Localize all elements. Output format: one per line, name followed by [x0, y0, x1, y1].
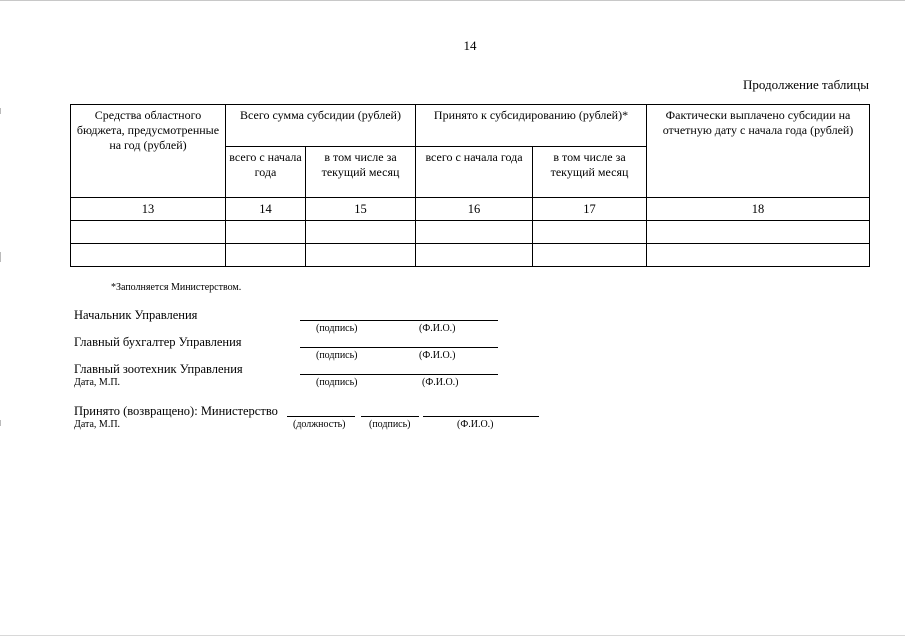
header-accepted-subsidy: Принято к субсидированию (рублей)* [416, 105, 647, 147]
table-cell[interactable] [416, 244, 533, 267]
fio-caption: (Ф.И.О.) [457, 419, 494, 430]
table-header-row [71, 105, 870, 147]
position-caption: (должность) [293, 419, 346, 430]
footnote: *Заполняется Министерством. [111, 282, 242, 293]
table-cell[interactable] [71, 244, 226, 267]
fio-caption: (Ф.И.О.) [419, 350, 456, 361]
table-cell[interactable] [306, 221, 416, 244]
subheader-accepted-month: в том числе за текущий месяц [533, 147, 647, 198]
signature-caption: (подпись) [316, 350, 358, 361]
ministry-fio-line[interactable] [423, 416, 539, 417]
table-cell[interactable] [226, 244, 306, 267]
zootechnician-title: Главный зоотехник Управления [74, 362, 243, 376]
bottom-border-line [0, 635, 905, 636]
margin-mark [0, 420, 1, 426]
header-regional-budget: Средства областного бюджета, предусмотренные на год (рублей) [71, 105, 226, 198]
subheader-accepted-ytd: всего с начала года [416, 147, 533, 198]
header-actually-paid: Фактически выплачено субсидии на отчетную дату с начала года (рублей) [647, 105, 870, 198]
signature-caption: (подпись) [316, 377, 358, 388]
table-cell[interactable] [71, 221, 226, 244]
table-cell[interactable] [533, 221, 647, 244]
column-number-row [71, 198, 870, 221]
table-cell[interactable] [306, 244, 416, 267]
signature-caption: (подпись) [316, 323, 358, 334]
ministry-signature-line[interactable] [361, 416, 419, 417]
margin-mark [0, 108, 1, 114]
top-border-line [0, 0, 905, 1]
signature-caption: (подпись) [369, 419, 411, 430]
table-row [71, 244, 870, 267]
subsidy-table [70, 104, 870, 267]
table-row [71, 221, 870, 244]
header-total-subsidy: Всего сумма субсидии (рублей) [226, 105, 416, 147]
ministry-date-mp: Дата, М.П. [74, 419, 121, 430]
table-cell[interactable] [416, 221, 533, 244]
column-number: 16 [416, 198, 533, 221]
column-number: 14 [226, 198, 306, 221]
fio-caption: (Ф.И.О.) [419, 323, 456, 334]
zootechnician-signature-line[interactable] [300, 374, 498, 375]
column-number: 18 [647, 198, 870, 221]
table-cell[interactable] [647, 244, 870, 267]
fio-caption: (Ф.И.О.) [422, 377, 459, 388]
subheader-total-month: в том числе за текущий месяц [306, 147, 416, 198]
page-number: 14 [463, 38, 477, 53]
chief-accountant-signature-line[interactable] [300, 347, 498, 348]
head-title: Начальник Управления [74, 308, 198, 322]
table-cell[interactable] [647, 221, 870, 244]
date-mp: Дата, М.П. [74, 377, 121, 388]
ministry-accepted-label: Принято (возвращено): Министерство [74, 404, 278, 418]
column-number: 15 [306, 198, 416, 221]
table-cell[interactable] [226, 221, 306, 244]
margin-mark [0, 252, 1, 262]
column-number: 17 [533, 198, 647, 221]
column-number: 13 [71, 198, 226, 221]
head-signature-line[interactable] [300, 320, 498, 321]
chief-accountant-title: Главный бухгалтер Управления [74, 335, 242, 349]
continuation-label: Продолжение таблицы [743, 77, 869, 92]
table-cell[interactable] [533, 244, 647, 267]
position-line[interactable] [287, 416, 355, 417]
subheader-total-ytd: всего с начала года [226, 147, 306, 198]
